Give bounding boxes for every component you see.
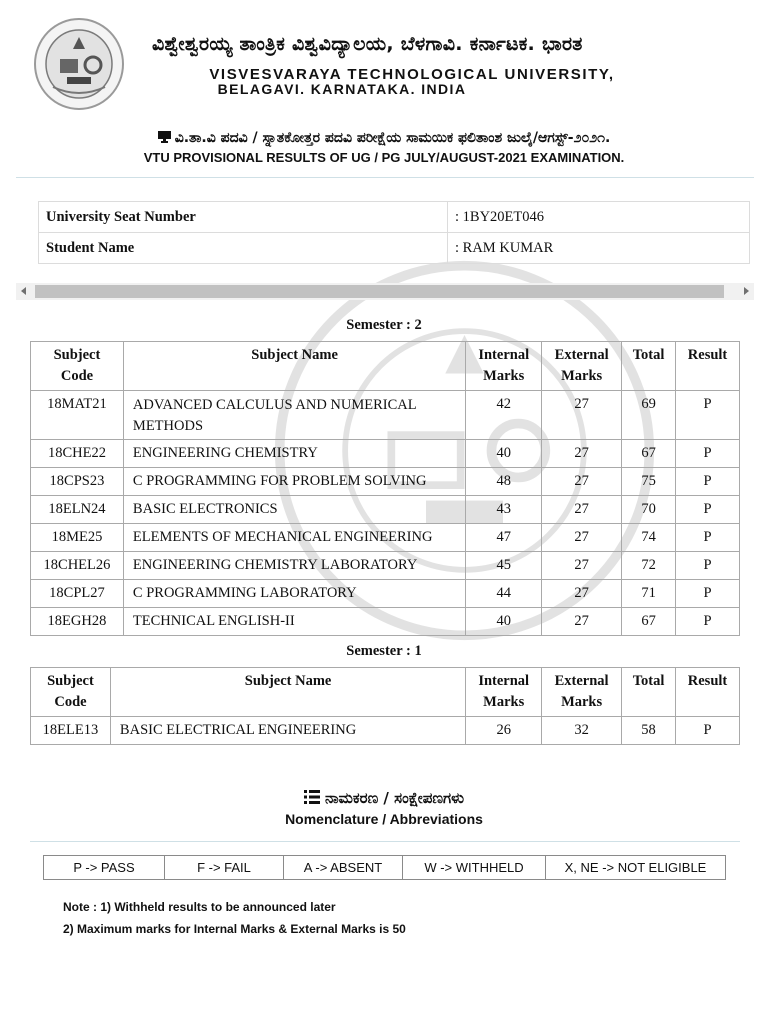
- subject-code-cell: 18ME25: [31, 524, 124, 552]
- subject-name-cell: ELEMENTS OF MECHANICAL ENGINEERING: [123, 524, 465, 552]
- usn-label: University Seat Number: [39, 202, 448, 233]
- result-cell: P: [676, 717, 740, 745]
- result-cell: P: [676, 391, 740, 440]
- table-row: [31, 608, 740, 636]
- col-internal-line2: Marks: [483, 694, 525, 710]
- col-external-line2: Marks: [561, 694, 603, 710]
- results-heading-kannada-text: ವಿ.ತಾ.ವಿ ಪದವಿ / ಸ್ನಾತಕೋತ್ತರ ಪದವಿ ಪರೀಕ್ಷೆಯ ಸಾಮಯಿಕ ಫಲಿತಾಂಶ ಜುಲೈ/ಆಗಸ್ಟ್-೨೦೨೧.: [174, 130, 611, 146]
- external-marks-cell: 27: [542, 391, 622, 440]
- col-subject-code: [31, 668, 111, 717]
- total-cell: 58: [622, 717, 676, 745]
- internal-marks-cell: 43: [466, 496, 542, 524]
- semester-1-title: Semester : 1: [346, 643, 422, 659]
- total-cell: 69: [622, 391, 676, 440]
- col-subject-code-line1: Subject: [47, 673, 94, 689]
- col-result: Result: [676, 668, 740, 717]
- horizontal-scrollbar[interactable]: [16, 283, 754, 300]
- table-row: [31, 496, 740, 524]
- col-subject-code-line2: Code: [54, 694, 87, 710]
- col-total: Total: [622, 342, 676, 391]
- subject-name-cell: C PROGRAMMING FOR PROBLEM SOLVING: [123, 468, 465, 496]
- col-subject-code: [31, 342, 124, 391]
- abbr-absent: A -> ABSENT: [284, 856, 403, 880]
- internal-marks-cell: 45: [466, 552, 542, 580]
- desktop-icon: [158, 131, 171, 143]
- nomenclature-title-kannada: [0, 789, 768, 807]
- result-cell: P: [676, 468, 740, 496]
- student-info-table: [38, 201, 750, 264]
- col-external-line1: External: [554, 673, 609, 689]
- abbr-pass: P -> PASS: [44, 856, 165, 880]
- table-row: [31, 524, 740, 552]
- abbr-fail: F -> FAIL: [165, 856, 284, 880]
- note-withheld: Note : 1) Withheld results to be announced later: [63, 900, 336, 914]
- subject-code-cell: 18CPS23: [31, 468, 124, 496]
- subject-name-cell: ENGINEERING CHEMISTRY LABORATORY: [123, 552, 465, 580]
- nomenclature-title-english: Nomenclature / Abbreviations: [285, 811, 483, 827]
- total-cell: 67: [622, 608, 676, 636]
- divider: [30, 841, 740, 842]
- divider: [16, 177, 754, 178]
- internal-marks-cell: 42: [466, 391, 542, 440]
- external-marks-cell: 27: [542, 468, 622, 496]
- subject-name-cell: ADVANCED CALCULUS AND NUMERICAL METHODS: [123, 391, 465, 440]
- external-marks-cell: 27: [542, 440, 622, 468]
- result-cell: P: [676, 580, 740, 608]
- vtu-logo-image: [33, 17, 125, 111]
- internal-marks-cell: 40: [466, 440, 542, 468]
- external-marks-cell: 27: [542, 608, 622, 636]
- internal-marks-cell: 48: [466, 468, 542, 496]
- table-row: [31, 552, 740, 580]
- internal-marks-cell: 47: [466, 524, 542, 552]
- col-internal-marks: [466, 342, 542, 391]
- total-cell: 71: [622, 580, 676, 608]
- table-header-row: [31, 342, 740, 391]
- result-cell: P: [676, 608, 740, 636]
- table-header-row: [31, 668, 740, 717]
- external-marks-cell: 27: [542, 552, 622, 580]
- subject-name-cell: TECHNICAL ENGLISH-II: [123, 608, 465, 636]
- col-internal-line1: Internal: [478, 673, 530, 689]
- internal-marks-cell: 40: [466, 608, 542, 636]
- results-heading-english: VTU PROVISIONAL RESULTS OF UG / PG JULY/AUGUST-2021 EXAMINATION.: [143, 150, 625, 165]
- total-cell: 74: [622, 524, 676, 552]
- note-maximum-marks: 2) Maximum marks for Internal Marks & External Marks is 50: [63, 922, 406, 936]
- external-marks-cell: 27: [542, 580, 622, 608]
- col-internal-line1: Internal: [478, 347, 530, 363]
- subject-name-cell: C PROGRAMMING LABORATORY: [123, 580, 465, 608]
- abbreviations-table: [43, 855, 726, 880]
- semester-2-title: Semester : 2: [346, 317, 422, 333]
- university-title-english: VISVESVARAYA TECHNOLOGICAL UNIVERSITY,: [209, 66, 615, 83]
- result-cell: P: [676, 496, 740, 524]
- abbr-withheld: W -> WITHHELD: [403, 856, 546, 880]
- total-cell: 70: [622, 496, 676, 524]
- table-row: [31, 440, 740, 468]
- col-result: Result: [676, 342, 740, 391]
- subject-code-cell: 18ELE13: [31, 717, 111, 745]
- external-marks-cell: 27: [542, 496, 622, 524]
- subject-code-cell: 18CHEL26: [31, 552, 124, 580]
- total-cell: 72: [622, 552, 676, 580]
- list-icon: [304, 790, 320, 804]
- subject-code-cell: 18ELN24: [31, 496, 124, 524]
- abbreviations-row: [44, 856, 726, 880]
- col-subject-name: Subject Name: [123, 342, 465, 391]
- result-cell: P: [676, 524, 740, 552]
- semester-2-results-table: [30, 341, 740, 636]
- col-subject-code-line2: Code: [60, 368, 94, 384]
- subject-name-cell: ENGINEERING CHEMISTRY: [123, 440, 465, 468]
- subject-name-cell: BASIC ELECTRICAL ENGINEERING: [110, 717, 465, 745]
- subject-code-cell: 18CHE22: [31, 440, 124, 468]
- usn-row: [39, 202, 750, 233]
- university-title-kannada: ವಿಶ್ವೇಶ್ವರಯ್ಯ ತಾಂತ್ರಿಕ ವಿಶ್ವವಿದ್ಯಾಲಯ, ಬೆಳಗಾವಿ. ಕರ್ನಾಟಕ. ಭಾರತ: [152, 33, 583, 55]
- subject-code-cell: 18MAT21: [31, 391, 124, 440]
- subject-code-cell: 18EGH28: [31, 608, 124, 636]
- col-subject-code-line1: Subject: [53, 347, 101, 363]
- result-cell: P: [676, 552, 740, 580]
- result-cell: P: [676, 440, 740, 468]
- total-cell: 67: [622, 440, 676, 468]
- student-name-value: : RAM KUMAR: [448, 233, 750, 264]
- col-total: Total: [622, 668, 676, 717]
- col-subject-name: Subject Name: [110, 668, 465, 717]
- col-internal-line2: Marks: [483, 368, 525, 384]
- external-marks-cell: 32: [542, 717, 622, 745]
- col-external-marks: [542, 342, 622, 391]
- col-external-marks: [542, 668, 622, 717]
- scroll-right-arrow-icon[interactable]: [744, 287, 749, 295]
- internal-marks-cell: 44: [466, 580, 542, 608]
- results-heading-kannada: [0, 130, 768, 146]
- table-row: [31, 468, 740, 496]
- internal-marks-cell: 26: [466, 717, 542, 745]
- col-internal-marks: [466, 668, 542, 717]
- abbr-not-eligible: X, NE -> NOT ELIGIBLE: [546, 856, 726, 880]
- col-external-line1: External: [554, 347, 609, 363]
- table-row: [31, 391, 740, 440]
- scrollbar-thumb[interactable]: [35, 285, 724, 298]
- student-name-label: Student Name: [39, 233, 448, 264]
- col-external-line2: Marks: [561, 368, 603, 384]
- table-row: [31, 717, 740, 745]
- usn-value: : 1BY20ET046: [448, 202, 750, 233]
- external-marks-cell: 27: [542, 524, 622, 552]
- subject-name-cell: BASIC ELECTRONICS: [123, 496, 465, 524]
- university-location: BELAGAVI. KARNATAKA. INDIA: [217, 81, 467, 97]
- total-cell: 75: [622, 468, 676, 496]
- table-row: [31, 580, 740, 608]
- semester-1-results-table: [30, 667, 740, 745]
- page-header: [0, 0, 768, 120]
- scroll-left-arrow-icon[interactable]: [21, 287, 26, 295]
- student-name-row: [39, 233, 750, 264]
- subject-code-cell: 18CPL27: [31, 580, 124, 608]
- nomenclature-title-kannada-text: ನಾಮಕರಣ / ಸಂಕ್ಷೇಪಣಗಳು: [324, 789, 465, 807]
